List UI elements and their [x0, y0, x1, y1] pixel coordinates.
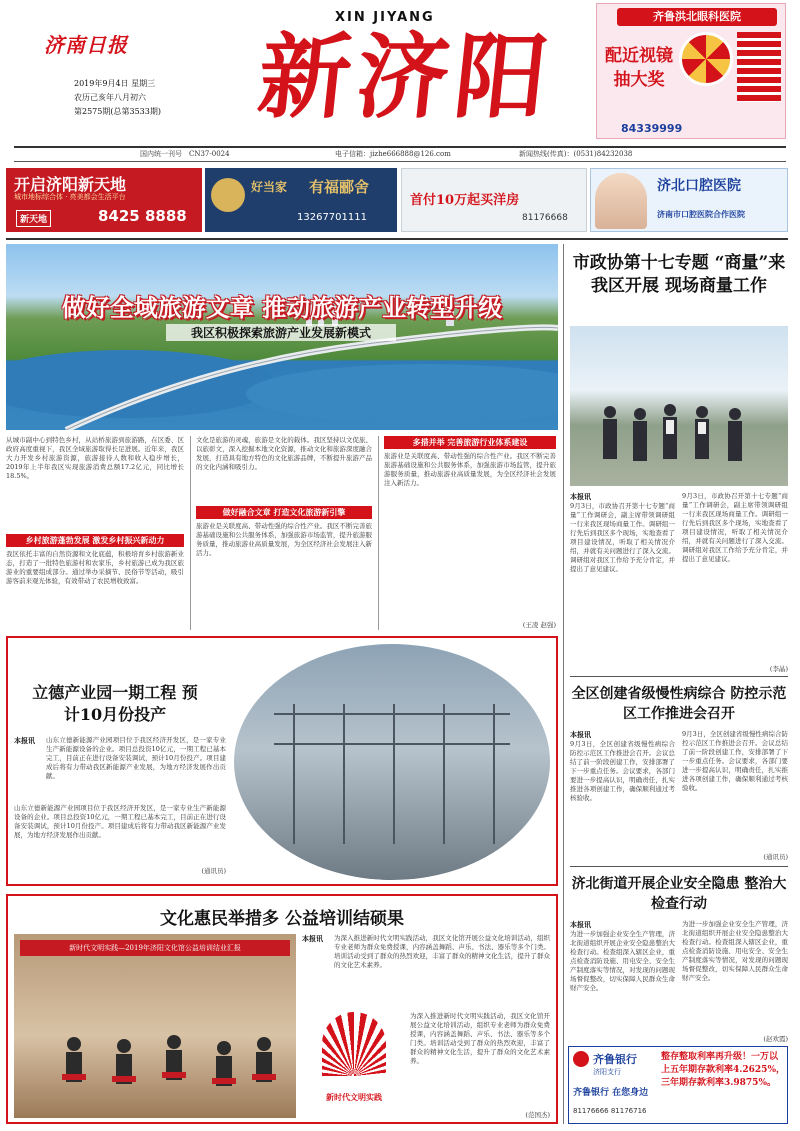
qilu-bank-logo-icon [573, 1051, 589, 1067]
homey-logo-icon [211, 178, 245, 212]
lide-text: 山东立德新能源产业园项目位于我区经济开发区，是一家专业生产新能源设备的企业。项目总投资10亿元，一期工程已基本完工，目前正在进行设备安装调试，预计10月份投产。项目建成后将有力带动我区新能源产业发展，为地方经济发展作出贡献。 [46, 736, 226, 780]
info-bar-hotline: 新闻热线(传真)：(0531)84232038 [519, 150, 633, 158]
banner-ad-homey-name: 有福郦舍 [309, 178, 370, 196]
lide-factory-photo [234, 644, 550, 880]
prize-wheel [679, 32, 733, 86]
right-rule-1 [570, 676, 788, 677]
right-col-rule [563, 244, 564, 1124]
lead-col-rule-1 [190, 436, 191, 630]
lead-section1-title: 乡村旅游蓬勃发展 激发乡村振兴新动力 [6, 534, 184, 547]
culture-text: 为深入推进新时代文明实践活动，我区文化馆开展公益文化培训活动，组织专业老师为群众免费授课，内容涵盖舞蹈、声乐、书法、器乐等多个门类。培训活动受到了群众的热烈欢迎，丰富了群众的精神文化生活，提升了群众的文化艺术素养。 [334, 934, 550, 969]
info-bar-email: 电子信箱：jizhe666888@126.com [335, 150, 451, 158]
lide-lead-label: 本报讯 [14, 736, 35, 745]
lead-section2-title: 做好融合文章 打造文化旅游新引擎 [196, 506, 372, 519]
culture-headline: 文化惠民举措多 公益培训结硕果 [160, 909, 404, 929]
lead-section3-title: 多措并举 完善旅游行业体系建设 [384, 436, 556, 449]
lide-factory-photo-beams [234, 644, 550, 880]
banner-ad-house-title: 首付10万起买洋房 [410, 193, 520, 208]
lide-author: (通讯员) [201, 867, 226, 875]
prize-list [737, 32, 781, 102]
cppcc-photo-people [570, 326, 788, 486]
culture-author: (范国杰) [525, 1111, 550, 1119]
lead-text-col2b: 旅游业是关联度高、带动性强的综合性产业。我区不断完善旅游基础设施和公共服务体系，加强旅游市场监管，提升旅游服务质量，推动旅游业高质量发展，为全区经济社会发展注入新活力。 [196, 522, 372, 557]
eye-hospital-ad-phone: 84339999 [621, 122, 683, 135]
masthead-lunar: 农历己亥年八月初六 [74, 93, 146, 102]
health-headline: 全区创建省级慢性病综合 防控示范区工作推进会召开 [571, 686, 787, 722]
culture-photo-banner: 新时代文明实践—2019年济阳文化馆公益培训结业汇报 [20, 940, 290, 956]
banner-ad-house-phone: 81176668 [522, 213, 568, 223]
cppcc-author: (李晶) [769, 665, 788, 673]
banner-ad-dental-sub: 济南市口腔医院合作医院 [657, 209, 745, 219]
banner-ad-dental-title: 济北口腔医院 [657, 178, 741, 194]
civilization-logo-caption: 新时代文明实践 [326, 1092, 382, 1102]
qilu-bank-phone: 81176666 81176716 [573, 1107, 647, 1115]
banner-ad-house[interactable] [401, 168, 587, 232]
masthead-date: 2019年9月4日 星期三 [74, 79, 156, 88]
banner-ad-homey[interactable] [205, 168, 397, 232]
health-lead-label: 本报讯 [570, 730, 591, 739]
banner-ad-dental[interactable] [590, 168, 788, 232]
masthead-title: 新济阳 [253, 23, 559, 131]
qilu-bank-offer: 整存整取利率再升级！一万以上五年期存款利率4.2625%，三年期存款利率3.9875%。 [661, 1052, 785, 1088]
safety-text-col1: 为进一步加强企业安全生产管理，济北街道组织开展企业安全隐患整治大检查行动。检查组深入辖区企业，重点检查消防设施、用电安全、安全生产制度落实等情况，对发现的问题现场督促整改，切实保障人民群众生命财产安全。 [570, 930, 675, 992]
safety-text-col2: 为进一步加强企业安全生产管理，济北街道组织开展企业安全隐患整治大检查行动。检查组深入辖区企业，重点检查消防设施、用电安全、安全生产制度落实等情况，对发现的问题现场督促整改，切实保障人民群众生命财产安全。 [682, 920, 788, 982]
lead-text-col1b: 我区依托丰富的自然资源和文化底蕴，积极培育乡村旅游新业态，打造了一批特色旅游村和农家乐，乡村旅游已成为我区旅游业的重要组成部分。通过举办采摘节、民俗节等活动，吸引游客前来观光体验，有效带动了农民增收致富。 [6, 550, 184, 585]
civilization-logo-icon [322, 1012, 386, 1076]
banner-ad-homey-brand: 好当家 [251, 180, 288, 194]
banner-bottom-rule [6, 238, 788, 240]
banner-ad-new-world-sub: 城市地标综合体 · 亮美都会生活平台 [14, 193, 126, 201]
cppcc-headline: 市政协第十七专题 “商量”来我区开展 现场商量工作 [572, 253, 786, 296]
lead-text-col1: 从城市副中心到特色乡村，从站桥旅游到旅游路，在区委、区政府高度重视下，我区全域旅游取得长足进展。近年来，我区大力开发乡村旅游资源，旅游接待人数和收入稳步增长，2019年上半年我区实现旅游消费总额17.2亿元，同比增长18.5%。 [6, 436, 184, 480]
info-bar-bottom-rule [14, 161, 786, 162]
masthead-issue: 第2575期(总第3533期) [74, 107, 161, 116]
safety-headline: 济北街道开展企业安全隐患 整治大检查行动 [571, 876, 787, 912]
health-text-col1: 9月3日，全区创建省级慢性病综合防控示范区工作推进会召开。会议总结了前一阶段创建工作，安排部署了下一步重点任务。会议要求，各部门要进一步提高认识，明确责任，扎实推进各项创建工作，确保顺利通过考核验收。 [570, 740, 675, 802]
cppcc-text-col2: 9月3日，市政协召开第十七专题“商量”工作调研会，副主席带领调研组一行来我区现场商量工作。调研组一行先后到我区多个现场，实地查看了项目建设情况，听取了相关情况介绍，并就有关问题进行了深入交流。调研组对我区工作给予充分肯定，并提出了意见建议。 [682, 492, 788, 563]
lead-headline: 做好全域旅游文章 推动旅游产业转型升级 [61, 293, 503, 322]
banner-ad-new-world-tag: 新天地 [16, 210, 51, 227]
info-bar-top-rule [14, 146, 786, 148]
eye-hospital-ad-slogan: 配近视镜 抽大奖 [605, 46, 673, 90]
culture-text-2: 为深入推进新时代文明实践活动，我区文化馆开展公益文化培训活动，组织专业老师为群众免费授课，内容涵盖舞蹈、声乐、书法、器乐等多个门类。培训活动受到了群众的热烈欢迎，丰富了群众的精神文化生活，提升了群众的文化艺术素养。 [410, 1012, 550, 1065]
lead-text-col3: 旅游业是关联度高、带动性强的综合性产业。我区不断完善旅游基础设施和公共服务体系，加强旅游市场监管，提升旅游服务质量，推动旅游业高质量发展，为全区经济社会发展注入新活力。 [384, 452, 556, 487]
qilu-bank-ad[interactable] [568, 1046, 788, 1124]
safety-lead-label: 本报讯 [570, 920, 591, 929]
qilu-bank-branch: 济阳支行 [593, 1068, 621, 1076]
safety-author: (赵欢霞) [763, 1035, 788, 1043]
culture-lead-label: 本报讯 [302, 934, 323, 943]
banner-ad-new-world-title: 开启济阳新天地 [14, 175, 127, 194]
cppcc-lead-label: 本报讯 [570, 492, 591, 501]
cppcc-text-col1: 9月3日，市政协召开第十七专题“商量”工作调研会，副主席带领调研组一行来我区现场商量工作。调研组一行先后到我区多个现场，实地查看了项目建设情况，听取了相关情况介绍，并就有关问题进行了深入交流。调研组对我区工作给予充分肯定，并提出了意见建议。 [570, 502, 675, 573]
banner-ad-new-world-phone: 8425 8888 [98, 207, 187, 225]
qilu-bank-name: 齐鲁银行 [593, 1053, 637, 1066]
masthead-pinyin: XIN JIYANG [335, 10, 435, 25]
lead-col-rule-2 [378, 436, 379, 630]
eye-hospital-ad-title: 齐鲁洪北眼科医院 [617, 8, 777, 26]
dental-model-photo [595, 173, 647, 229]
right-rule-2 [570, 866, 788, 867]
culture-photo-students [14, 934, 296, 1118]
qilu-bank-slogan: 齐鲁银行 在您身边 [573, 1088, 649, 1098]
lead-author: (王凌 赵强) [522, 621, 556, 629]
health-text-col2: 9月3日，全区创建省级慢性病综合防控示范区工作推进会召开。会议总结了前一阶段创建工作，安排部署了下一步重点任务。会议要求，各部门要进一步提高认识，明确责任，扎实推进各项创建工作，确保顺利通过考核验收。 [682, 730, 788, 792]
culture-photo [14, 934, 296, 1118]
banner-ad-new-world[interactable] [6, 168, 202, 232]
lide-headline: 立德产业园一期工程 预计10月份投产 [32, 683, 198, 724]
lead-subhead: 我区积极探索旅游产业发展新模式 [166, 324, 396, 341]
eye-hospital-ad[interactable] [596, 3, 786, 139]
info-bar-serial: 国内统一刊号 CN37-0024 [140, 150, 230, 158]
lead-photo [6, 244, 558, 430]
paper-name: 济南日报 [44, 33, 128, 57]
lead-text-col2: 文化是旅游的灵魂，旅游是文化的载体。我区坚持以文促旅、以旅彰文，深入挖掘本地文化资源，推动文化和旅游深度融合发展，打造具有地方特色的文化旅游品牌，不断提升旅游产品的文化内涵和吸引力。 [196, 436, 372, 471]
banner-ad-homey-phone: 13267701111 [297, 212, 367, 223]
lide-text-2: 山东立德新能源产业园项目位于我区经济开发区，是一家专业生产新能源设备的企业。项目总投资10亿元，一期工程已基本完工，目前正在进行设备安装调试，预计10月份投产。项目建成后将有力带动我区新能源产业发展，为地方经济发展作出贡献。 [14, 804, 226, 839]
health-author: (通讯员) [763, 853, 788, 861]
cppcc-photo [570, 326, 788, 486]
